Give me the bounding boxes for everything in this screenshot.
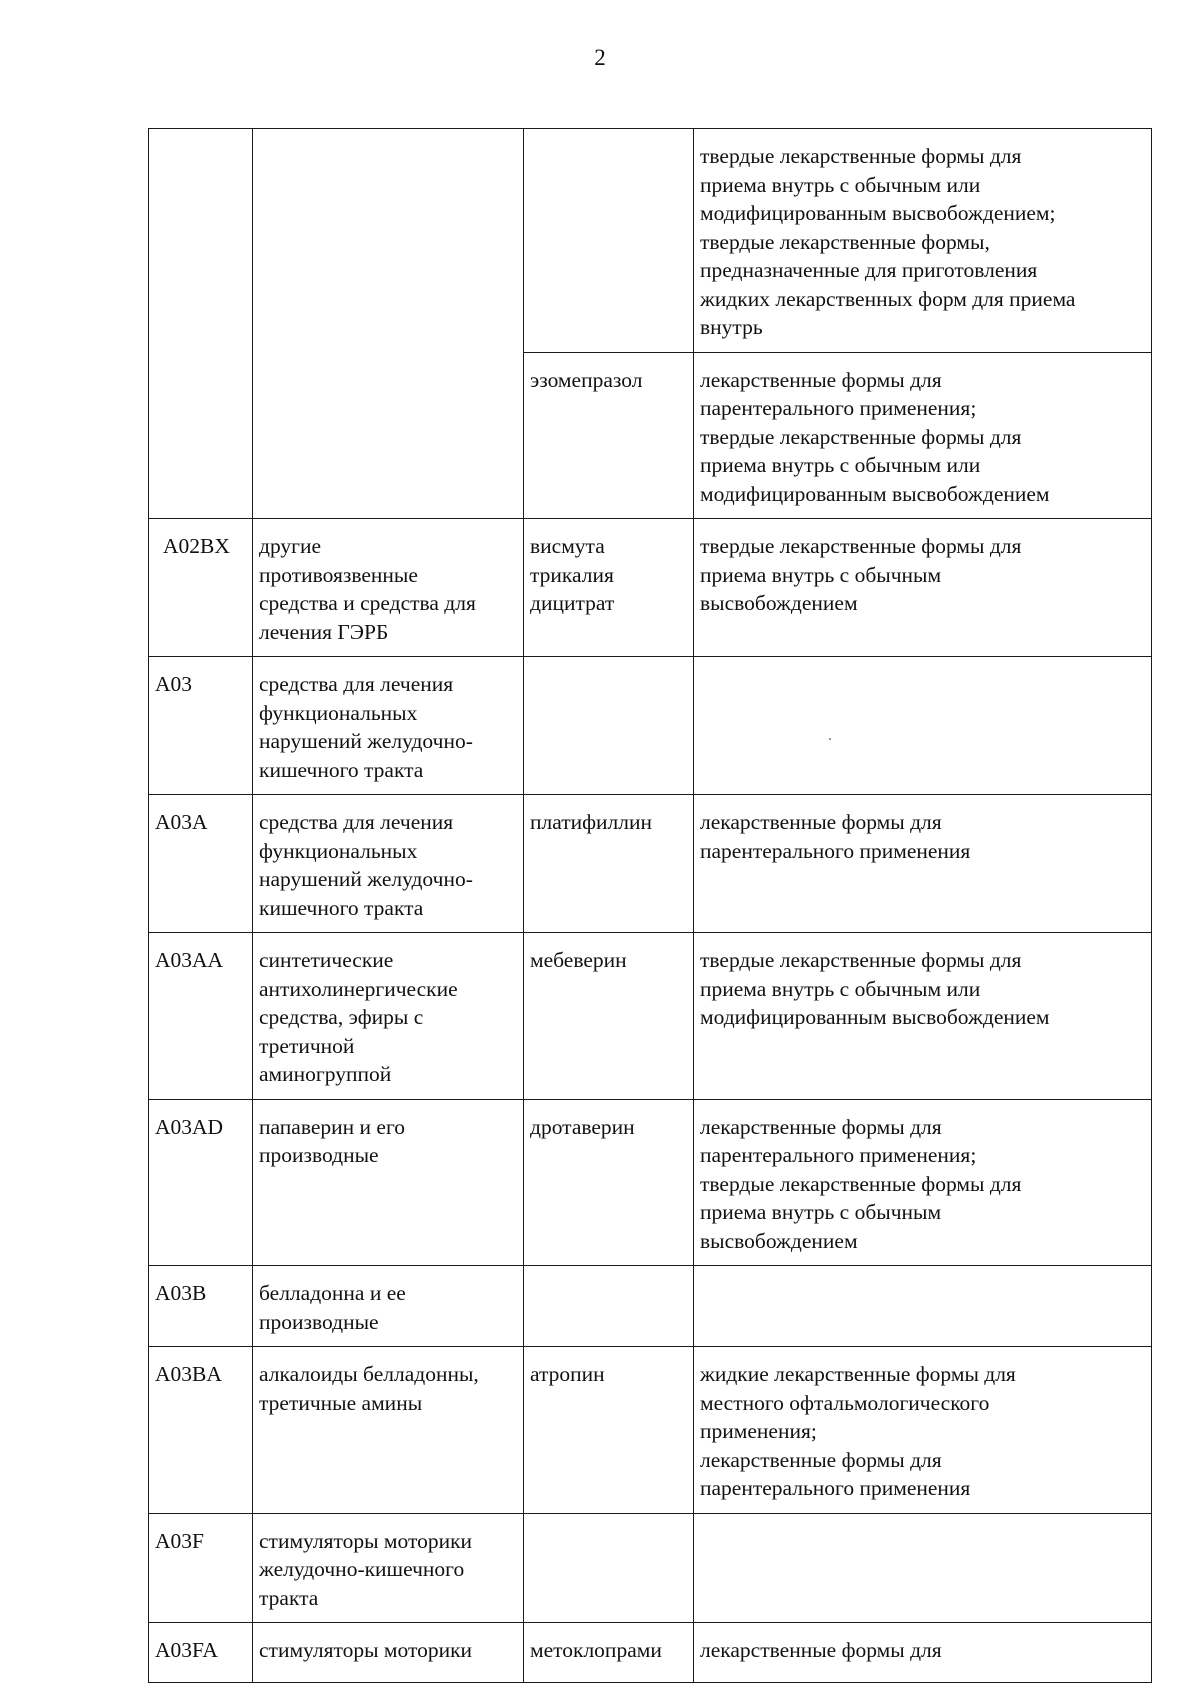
dosage-form-cell xyxy=(694,1513,1152,1623)
atc-code-cell: A03B xyxy=(149,1266,253,1347)
table-row xyxy=(149,657,1152,795)
table-row xyxy=(149,795,1152,933)
dosage-form-cell: твердые лекарственные формы для приема внутрь с обычным высвобождением xyxy=(694,519,1152,657)
group-name-cell: стимуляторы моторики желудочно-кишечного тракта xyxy=(253,1513,524,1623)
atc-code-cell: A03FA xyxy=(149,1623,253,1683)
atc-code-cell: A03AA xyxy=(149,933,253,1100)
drug-name-cell xyxy=(524,129,694,353)
table-row xyxy=(149,1266,1152,1347)
drug-name-cell xyxy=(524,657,694,795)
atc-code-cell xyxy=(149,129,253,519)
drug-classification-table xyxy=(148,128,1152,1683)
dosage-form-cell: жидкие лекарственные формы для местного офтальмологического применения; лекарственные формы для парентерального применения xyxy=(694,1347,1152,1514)
table-row xyxy=(149,129,1152,353)
table-row xyxy=(149,519,1152,657)
drug-name-cell: висмута трикалия дицитрат xyxy=(524,519,694,657)
drug-name-cell: платифиллин xyxy=(524,795,694,933)
scan-speck xyxy=(829,738,831,740)
dosage-form-cell: твердые лекарственные формы для приема внутрь с обычным или модифицированным высвобождением xyxy=(694,933,1152,1100)
page-number: 2 xyxy=(594,45,606,70)
table-row xyxy=(149,1099,1152,1266)
group-name-cell: средства для лечения функциональных нарушений желудочно- кишечного тракта xyxy=(253,657,524,795)
drug-name-cell xyxy=(524,1266,694,1347)
group-name-cell: синтетические антихолинергические средства, эфиры с третичной аминогруппой xyxy=(253,933,524,1100)
dosage-form-cell: лекарственные формы для парентерального применения; твердые лекарственные формы для приема внутрь с обычным или модифицированным высвобождением xyxy=(694,352,1152,519)
drug-name-cell: метоклопрами xyxy=(524,1623,694,1683)
atc-code-cell: A03 xyxy=(149,657,253,795)
drug-name-cell: эзомепразол xyxy=(524,352,694,519)
atc-code-cell: A03AD xyxy=(149,1099,253,1266)
table-row xyxy=(149,933,1152,1100)
atc-code-cell: A03F xyxy=(149,1513,253,1623)
drug-name-cell: мебеверин xyxy=(524,933,694,1100)
table-row xyxy=(149,1623,1152,1683)
drug-name-cell xyxy=(524,1513,694,1623)
atc-code-cell: A03BA xyxy=(149,1347,253,1514)
atc-code-cell: A03A xyxy=(149,795,253,933)
dosage-form-cell: лекарственные формы для парентерального применения xyxy=(694,795,1152,933)
drug-name-cell: атропин xyxy=(524,1347,694,1514)
group-name-cell: другие противоязвенные средства и средства для лечения ГЭРБ xyxy=(253,519,524,657)
dosage-form-cell: лекарственные формы для xyxy=(694,1623,1152,1683)
group-name-cell: стимуляторы моторики xyxy=(253,1623,524,1683)
group-name-cell: средства для лечения функциональных нарушений желудочно- кишечного тракта xyxy=(253,795,524,933)
atc-code-cell: A02BX xyxy=(149,519,253,657)
group-name-cell: алкалоиды белладонны, третичные амины xyxy=(253,1347,524,1514)
dosage-form-cell xyxy=(694,657,1152,795)
dosage-form-cell: твердые лекарственные формы для приема внутрь с обычным или модифицированным высвобождением; твердые лекарственные формы, предназначенные для приготовления жидких лекарственных форм для приема внутрь xyxy=(694,129,1152,353)
dosage-form-cell xyxy=(694,1266,1152,1347)
group-name-cell: папаверин и его производные xyxy=(253,1099,524,1266)
group-name-cell: белладонна и ее производные xyxy=(253,1266,524,1347)
table-row xyxy=(149,1513,1152,1623)
dosage-form-cell: лекарственные формы для парентерального применения; твердые лекарственные формы для приема внутрь с обычным высвобождением xyxy=(694,1099,1152,1266)
group-name-cell xyxy=(253,129,524,519)
drug-name-cell: дротаверин xyxy=(524,1099,694,1266)
table-row xyxy=(149,1347,1152,1514)
